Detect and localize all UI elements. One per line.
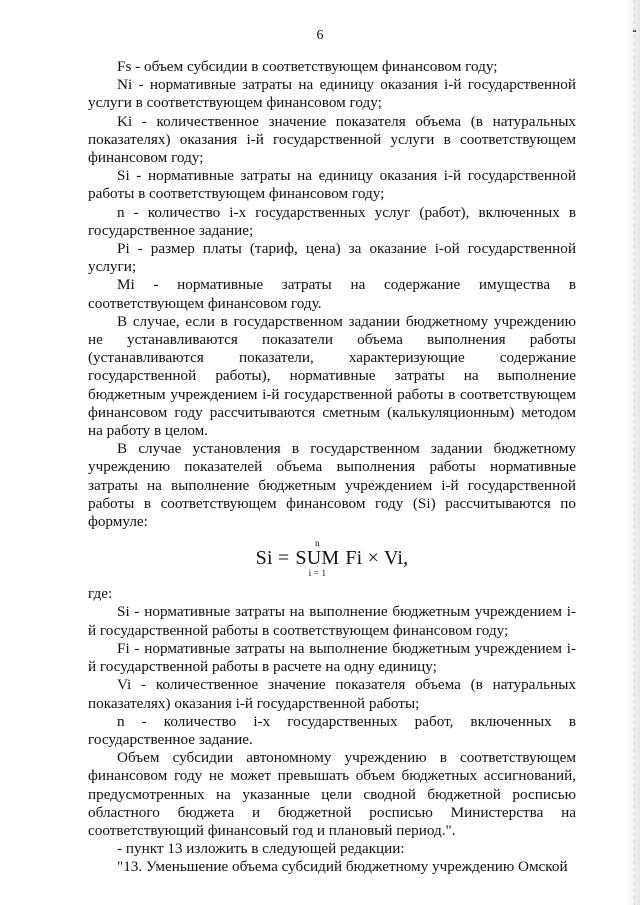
paragraph-point-13-intro: - пункт 13 изложить в следующей редакции: — [117, 840, 405, 858]
paragraph-smeta-method: В случае, если в государственном задании бюджетному учреждению не устанавливаются показатели объема выполнения работы (устанавливаются показатели, характеризующие содержание государственной работы), нормативные затраты на выполнение бюджетным учреждением i-й государственной работы в соответствующем финансовом году рассчитываются сметным (калькуляционным) методом на работу в целом. — [88, 312, 576, 440]
formula-si — [88, 531, 576, 585]
paragraph-ki-definition: Ki - количественное значение показателя объема (в натуральных показателях) оказания i-й государственной услуги в соответствующем финансовом году; — [88, 112, 576, 167]
sum-lower-limit: i = 1 — [308, 568, 327, 579]
definition-fi: Fi - нормативные затраты на выполнение бюджетным учреждением i-й государственной работы в расчете на одну единицу; — [88, 639, 576, 676]
sum-operator — [295, 538, 339, 578]
paragraph-ni-definition: Ni - нормативные затраты на единицу оказания i-й государственной услуги в соответствующем финансовом году; — [88, 76, 576, 112]
sum-upper-limit: n — [315, 538, 320, 549]
document-body — [88, 58, 576, 877]
definition-si: Si - нормативные затраты на выполнение бюджетным учреждением i-й государственной работы в соответствующем финансовом году; — [88, 603, 576, 639]
paragraph-pi-definition: Pi - размер платы (тариф, цена) за оказание i-ой государственной услуги; — [88, 240, 576, 276]
paragraph-point-13: "13. Уменьшение объема субсидий бюджетному учреждению Омской — [117, 858, 568, 876]
paragraph-si-definition: Si - нормативные затраты на единицу оказания i-й государственной работы в соответствующем финансовом году; — [88, 167, 576, 203]
definition-n: n - количество i-х государственных работ, включенных в государственное задание. — [88, 712, 576, 748]
sum-symbol: SUM — [295, 547, 340, 570]
definition-vi: Vi - количественное значение показателя объема (в натуральных показателях) оказания i-й государственной работы; — [88, 676, 576, 712]
where-label: где: — [88, 585, 113, 603]
formula-rhs: Fi × Vi, — [345, 547, 409, 570]
paragraph-n-definition: n - количество i-х государственных услуг (работ), включенных в государственное задание; — [88, 203, 576, 239]
paragraph-mi-definition: Mi - нормативные затраты на содержание имущества в соответствующем финансовом году. — [88, 276, 576, 312]
paragraph-autonomous-subsidy: Объем субсидии автономному учреждению в соответствующем финансовом году не может превышать объем бюджетных ассигнований, предусмотренных на указанные цели сводной бюджетной росписью областного бюджета и бюджетной росписью Министерства на соответствующий финансовый год и плановый период.". — [88, 749, 576, 839]
scan-dot-artifact — [633, 30, 636, 32]
formula-lhs: Si = — [255, 547, 290, 570]
paragraph-fs-definition: Fs - объем субсидии в соответствующем финансовом году; — [117, 58, 498, 75]
paragraph-formula-intro: В случае установления в государственном задании бюджетному учреждению показателей объема выполнения работы нормативные затраты на выполнение бюджетным учреждением i-й государственной работы в соответствующем финансовом году (Si) рассчитываются по формуле: — [88, 440, 576, 531]
scan-edge-artifact — [626, 0, 640, 905]
page-number: 6 — [316, 28, 324, 43]
